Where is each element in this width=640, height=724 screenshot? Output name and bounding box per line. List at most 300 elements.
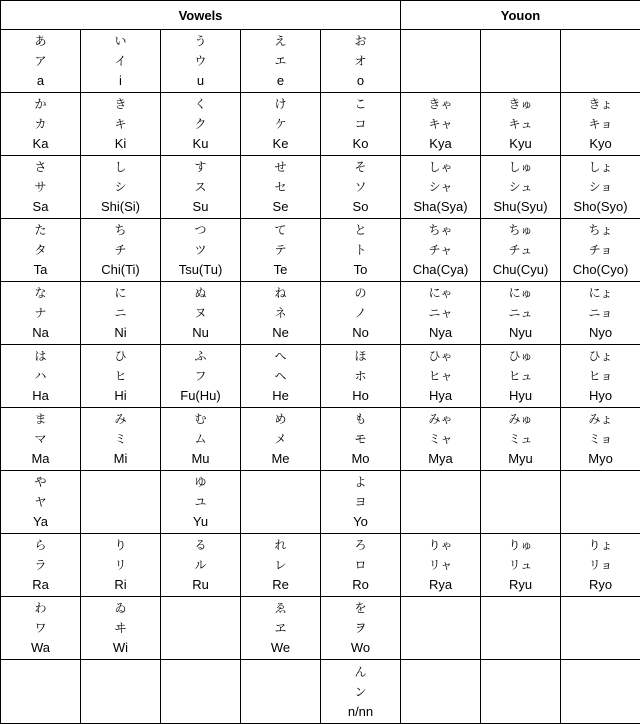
romaji: Ni bbox=[81, 323, 160, 343]
kana-cell bbox=[561, 156, 640, 219]
romaji: Yu bbox=[161, 512, 240, 532]
katakana: ヲ bbox=[321, 618, 400, 638]
romaji: a bbox=[1, 71, 80, 91]
hiragana: りゃ bbox=[401, 535, 480, 555]
katakana: コ bbox=[321, 114, 400, 134]
hiragana: め bbox=[241, 409, 320, 429]
empty-cell bbox=[81, 471, 161, 534]
kana-cell bbox=[241, 345, 321, 408]
romaji: Wi bbox=[81, 638, 160, 658]
romaji: Rya bbox=[401, 575, 480, 595]
romaji: Sa bbox=[1, 197, 80, 217]
hiragana: ちゃ bbox=[401, 220, 480, 240]
hiragana: りゅ bbox=[481, 535, 560, 555]
romaji: Fu(Hu) bbox=[161, 386, 240, 406]
kana-cell bbox=[241, 156, 321, 219]
katakana: モ bbox=[321, 429, 400, 449]
katakana: ニ bbox=[81, 303, 160, 323]
hiragana: さ bbox=[1, 157, 80, 177]
vowels-header: Vowels bbox=[1, 1, 401, 30]
hiragana: か bbox=[1, 94, 80, 114]
katakana: ワ bbox=[1, 618, 80, 638]
hiragana: み bbox=[81, 409, 160, 429]
hiragana: て bbox=[241, 220, 320, 240]
hiragana: ひゃ bbox=[401, 346, 480, 366]
hiragana: ら bbox=[1, 535, 80, 555]
katakana: ム bbox=[161, 429, 240, 449]
katakana: ロ bbox=[321, 555, 400, 575]
kana-cell bbox=[241, 219, 321, 282]
kana-cell bbox=[81, 93, 161, 156]
katakana: ヱ bbox=[241, 618, 320, 638]
hiragana: ゆ bbox=[161, 472, 240, 492]
kana-cell bbox=[1, 345, 81, 408]
hiragana: ひゅ bbox=[481, 346, 560, 366]
katakana: シ bbox=[81, 177, 160, 197]
table-row bbox=[1, 345, 640, 408]
empty-cell bbox=[401, 30, 481, 93]
katakana: ア bbox=[1, 51, 80, 71]
katakana: チャ bbox=[401, 240, 480, 260]
romaji: Ha bbox=[1, 386, 80, 406]
katakana: セ bbox=[241, 177, 320, 197]
kana-cell bbox=[1, 30, 81, 93]
romaji: Sha(Sya) bbox=[401, 197, 480, 217]
romaji: Yo bbox=[321, 512, 400, 532]
table-row bbox=[1, 219, 640, 282]
kana-cell bbox=[81, 597, 161, 660]
hiragana: う bbox=[161, 31, 240, 51]
table-row bbox=[1, 30, 640, 93]
hiragana: え bbox=[241, 31, 320, 51]
hiragana: お bbox=[321, 31, 400, 51]
romaji: e bbox=[241, 71, 320, 91]
hiragana: い bbox=[81, 31, 160, 51]
youon-header: Youon bbox=[401, 1, 640, 30]
romaji: Ru bbox=[161, 575, 240, 595]
table-row bbox=[1, 471, 640, 534]
kana-cell bbox=[401, 534, 481, 597]
romaji: Hyu bbox=[481, 386, 560, 406]
empty-cell bbox=[481, 30, 561, 93]
kana-cell bbox=[481, 345, 561, 408]
katakana: ニュ bbox=[481, 303, 560, 323]
romaji: Nya bbox=[401, 323, 480, 343]
kana-cell bbox=[81, 219, 161, 282]
katakana: シュ bbox=[481, 177, 560, 197]
katakana: キョ bbox=[561, 114, 640, 134]
romaji: Ro bbox=[321, 575, 400, 595]
romaji: Nyo bbox=[561, 323, 640, 343]
table-row bbox=[1, 156, 640, 219]
table-row bbox=[1, 93, 640, 156]
katakana: ミョ bbox=[561, 429, 640, 449]
empty-cell bbox=[241, 660, 321, 724]
katakana: リャ bbox=[401, 555, 480, 575]
hiragana: せ bbox=[241, 157, 320, 177]
empty-cell bbox=[561, 471, 640, 534]
katakana: リュ bbox=[481, 555, 560, 575]
hiragana: ちょ bbox=[561, 220, 640, 240]
hiragana: る bbox=[161, 535, 240, 555]
kana-cell bbox=[161, 471, 241, 534]
table-row bbox=[1, 660, 640, 724]
kana-cell bbox=[81, 408, 161, 471]
romaji: Te bbox=[241, 260, 320, 280]
romaji: Kyu bbox=[481, 134, 560, 154]
romaji: o bbox=[321, 71, 400, 91]
romaji: Ri bbox=[81, 575, 160, 595]
hiragana: よ bbox=[321, 472, 400, 492]
table-row bbox=[1, 597, 640, 660]
katakana: ク bbox=[161, 114, 240, 134]
romaji: Ryu bbox=[481, 575, 560, 595]
hiragana: わ bbox=[1, 598, 80, 618]
hiragana: ま bbox=[1, 409, 80, 429]
hiragana: ひょ bbox=[561, 346, 640, 366]
katakana: チュ bbox=[481, 240, 560, 260]
romaji: Ryo bbox=[561, 575, 640, 595]
romaji: i bbox=[81, 71, 160, 91]
hiragana: し bbox=[81, 157, 160, 177]
romaji: u bbox=[161, 71, 240, 91]
kana-cell bbox=[321, 30, 401, 93]
kana-cell bbox=[561, 219, 640, 282]
katakana: マ bbox=[1, 429, 80, 449]
hiragana: きょ bbox=[561, 94, 640, 114]
romaji: Na bbox=[1, 323, 80, 343]
katakana: エ bbox=[241, 51, 320, 71]
kana-cell bbox=[161, 219, 241, 282]
empty-cell bbox=[481, 660, 561, 724]
katakana: ヒャ bbox=[401, 366, 480, 386]
empty-cell bbox=[241, 471, 321, 534]
katakana: ル bbox=[161, 555, 240, 575]
hiragana: ちゅ bbox=[481, 220, 560, 240]
hiragana: ゑ bbox=[241, 598, 320, 618]
katakana: ニョ bbox=[561, 303, 640, 323]
kana-cell bbox=[1, 282, 81, 345]
kana-cell bbox=[1, 408, 81, 471]
kana-cell bbox=[321, 93, 401, 156]
hiragana: つ bbox=[161, 220, 240, 240]
katakana: ト bbox=[321, 240, 400, 260]
kana-cell bbox=[321, 282, 401, 345]
hiragana: す bbox=[161, 157, 240, 177]
katakana: イ bbox=[81, 51, 160, 71]
romaji: To bbox=[321, 260, 400, 280]
kana-cell bbox=[401, 345, 481, 408]
empty-cell bbox=[81, 660, 161, 724]
hiragana: ろ bbox=[321, 535, 400, 555]
katakana: テ bbox=[241, 240, 320, 260]
katakana: ユ bbox=[161, 492, 240, 512]
empty-cell bbox=[161, 660, 241, 724]
kana-cell bbox=[241, 30, 321, 93]
kana-cell bbox=[321, 597, 401, 660]
romaji: Ta bbox=[1, 260, 80, 280]
katakana: ヰ bbox=[81, 618, 160, 638]
hiragana: ち bbox=[81, 220, 160, 240]
katakana: リョ bbox=[561, 555, 640, 575]
kana-cell bbox=[161, 30, 241, 93]
kana-cell bbox=[81, 345, 161, 408]
romaji: So bbox=[321, 197, 400, 217]
empty-cell bbox=[561, 30, 640, 93]
hiragana: と bbox=[321, 220, 400, 240]
kana-cell bbox=[321, 156, 401, 219]
kana-cell bbox=[161, 534, 241, 597]
header-row bbox=[1, 1, 640, 30]
table-row bbox=[1, 282, 640, 345]
romaji: Mi bbox=[81, 449, 160, 469]
romaji: Wa bbox=[1, 638, 80, 658]
romaji: Hyo bbox=[561, 386, 640, 406]
katakana: ウ bbox=[161, 51, 240, 71]
romaji: Ki bbox=[81, 134, 160, 154]
katakana: ミャ bbox=[401, 429, 480, 449]
kana-cell bbox=[321, 219, 401, 282]
hiragana: け bbox=[241, 94, 320, 114]
empty-cell bbox=[481, 471, 561, 534]
romaji: Me bbox=[241, 449, 320, 469]
romaji: Nu bbox=[161, 323, 240, 343]
romaji: Se bbox=[241, 197, 320, 217]
katakana: キャ bbox=[401, 114, 480, 134]
kana-cell bbox=[401, 156, 481, 219]
kana-cell bbox=[161, 93, 241, 156]
katakana: ヨ bbox=[321, 492, 400, 512]
hiragana: にゅ bbox=[481, 283, 560, 303]
katakana: メ bbox=[241, 429, 320, 449]
romaji: Chi(Ti) bbox=[81, 260, 160, 280]
kana-cell bbox=[321, 345, 401, 408]
kana-cell bbox=[81, 534, 161, 597]
romaji: We bbox=[241, 638, 320, 658]
kana-cell bbox=[1, 471, 81, 534]
hiragana: にょ bbox=[561, 283, 640, 303]
katakana: ナ bbox=[1, 303, 80, 323]
hiragana: の bbox=[321, 283, 400, 303]
kana-cell bbox=[561, 345, 640, 408]
kana-cell bbox=[481, 534, 561, 597]
katakana: オ bbox=[321, 51, 400, 71]
hiragana: き bbox=[81, 94, 160, 114]
empty-cell bbox=[561, 660, 640, 724]
romaji: Wo bbox=[321, 638, 400, 658]
katakana: キ bbox=[81, 114, 160, 134]
katakana: タ bbox=[1, 240, 80, 260]
hiragana: しゅ bbox=[481, 157, 560, 177]
kana-cell bbox=[401, 93, 481, 156]
kana-cell bbox=[241, 93, 321, 156]
romaji: Re bbox=[241, 575, 320, 595]
kana-cell bbox=[561, 408, 640, 471]
katakana: リ bbox=[81, 555, 160, 575]
kana-cell bbox=[81, 282, 161, 345]
kana-cell bbox=[401, 219, 481, 282]
katakana: ハ bbox=[1, 366, 80, 386]
kana-cell bbox=[161, 408, 241, 471]
katakana: ネ bbox=[241, 303, 320, 323]
katakana: ヘ bbox=[241, 366, 320, 386]
romaji: Ho bbox=[321, 386, 400, 406]
kana-rows bbox=[1, 30, 640, 724]
romaji: Shu(Syu) bbox=[481, 197, 560, 217]
romaji: Su bbox=[161, 197, 240, 217]
romaji: Kyo bbox=[561, 134, 640, 154]
romaji: Ko bbox=[321, 134, 400, 154]
romaji: Ma bbox=[1, 449, 80, 469]
hiragana: や bbox=[1, 472, 80, 492]
katakana: ヤ bbox=[1, 492, 80, 512]
kana-cell bbox=[241, 534, 321, 597]
hiragana: きゅ bbox=[481, 94, 560, 114]
hiragana: ゐ bbox=[81, 598, 160, 618]
hiragana: り bbox=[81, 535, 160, 555]
hiragana: みゃ bbox=[401, 409, 480, 429]
hiragana: こ bbox=[321, 94, 400, 114]
hiragana: にゃ bbox=[401, 283, 480, 303]
table-row bbox=[1, 534, 640, 597]
katakana: ン bbox=[321, 682, 400, 702]
romaji: Nyu bbox=[481, 323, 560, 343]
hiragana: た bbox=[1, 220, 80, 240]
hiragana: ふ bbox=[161, 346, 240, 366]
katakana: ヒ bbox=[81, 366, 160, 386]
empty-cell bbox=[401, 660, 481, 724]
romaji: Hi bbox=[81, 386, 160, 406]
hiragana: む bbox=[161, 409, 240, 429]
katakana: ケ bbox=[241, 114, 320, 134]
empty-cell bbox=[481, 597, 561, 660]
hiragana: きゃ bbox=[401, 94, 480, 114]
empty-cell bbox=[161, 597, 241, 660]
hiragana: みょ bbox=[561, 409, 640, 429]
kana-cell bbox=[81, 30, 161, 93]
hiragana: しょ bbox=[561, 157, 640, 177]
katakana: ソ bbox=[321, 177, 400, 197]
romaji: He bbox=[241, 386, 320, 406]
katakana: ミ bbox=[81, 429, 160, 449]
kana-cell bbox=[561, 282, 640, 345]
table-row bbox=[1, 408, 640, 471]
kana-cell bbox=[561, 93, 640, 156]
kana-cell bbox=[481, 93, 561, 156]
kana-cell bbox=[321, 660, 401, 724]
hiragana: は bbox=[1, 346, 80, 366]
romaji: No bbox=[321, 323, 400, 343]
katakana: ノ bbox=[321, 303, 400, 323]
kana-cell bbox=[241, 408, 321, 471]
kana-cell bbox=[321, 408, 401, 471]
kana-cell bbox=[401, 282, 481, 345]
romaji: Sho(Syo) bbox=[561, 197, 640, 217]
hiragana: みゅ bbox=[481, 409, 560, 429]
katakana: チョ bbox=[561, 240, 640, 260]
katakana: フ bbox=[161, 366, 240, 386]
romaji: Tsu(Tu) bbox=[161, 260, 240, 280]
hiragana: に bbox=[81, 283, 160, 303]
kana-cell bbox=[161, 156, 241, 219]
kana-cell bbox=[1, 93, 81, 156]
romaji: Ka bbox=[1, 134, 80, 154]
kana-cell bbox=[321, 471, 401, 534]
romaji: Cho(Cyo) bbox=[561, 260, 640, 280]
kana-cell bbox=[81, 156, 161, 219]
kana-cell bbox=[481, 282, 561, 345]
kana-cell bbox=[161, 345, 241, 408]
romaji: Ke bbox=[241, 134, 320, 154]
kana-cell bbox=[1, 534, 81, 597]
hiragana: あ bbox=[1, 31, 80, 51]
katakana: カ bbox=[1, 114, 80, 134]
hiragana: ひ bbox=[81, 346, 160, 366]
hiragana: も bbox=[321, 409, 400, 429]
katakana: ヒュ bbox=[481, 366, 560, 386]
kana-cell bbox=[1, 156, 81, 219]
hiragana: を bbox=[321, 598, 400, 618]
romaji: Mya bbox=[401, 449, 480, 469]
katakana: サ bbox=[1, 177, 80, 197]
kana-cell bbox=[561, 534, 640, 597]
katakana: ヒョ bbox=[561, 366, 640, 386]
katakana: ヌ bbox=[161, 303, 240, 323]
katakana: ツ bbox=[161, 240, 240, 260]
kana-cell bbox=[481, 408, 561, 471]
hiragana: れ bbox=[241, 535, 320, 555]
kana-cell bbox=[241, 597, 321, 660]
hiragana: ほ bbox=[321, 346, 400, 366]
hiragana: へ bbox=[241, 346, 320, 366]
empty-cell bbox=[561, 597, 640, 660]
kana-cell bbox=[481, 219, 561, 282]
katakana: ラ bbox=[1, 555, 80, 575]
kana-cell bbox=[161, 282, 241, 345]
hiragana: しゃ bbox=[401, 157, 480, 177]
romaji: Mu bbox=[161, 449, 240, 469]
romaji: Ne bbox=[241, 323, 320, 343]
kana-cell bbox=[1, 219, 81, 282]
kana-cell bbox=[241, 282, 321, 345]
romaji: Cha(Cya) bbox=[401, 260, 480, 280]
katakana: ニャ bbox=[401, 303, 480, 323]
romaji: Mo bbox=[321, 449, 400, 469]
romaji: Shi(Si) bbox=[81, 197, 160, 217]
kana-cell bbox=[321, 534, 401, 597]
romaji: Ra bbox=[1, 575, 80, 595]
katakana: シャ bbox=[401, 177, 480, 197]
kana-cell bbox=[1, 597, 81, 660]
hiragana: ん bbox=[321, 662, 400, 682]
katakana: ショ bbox=[561, 177, 640, 197]
hiragana: ね bbox=[241, 283, 320, 303]
empty-cell bbox=[401, 597, 481, 660]
katakana: チ bbox=[81, 240, 160, 260]
romaji: Ya bbox=[1, 512, 80, 532]
romaji: Myo bbox=[561, 449, 640, 469]
hiragana: りょ bbox=[561, 535, 640, 555]
romaji: Kya bbox=[401, 134, 480, 154]
hiragana: ぬ bbox=[161, 283, 240, 303]
katakana: キュ bbox=[481, 114, 560, 134]
katakana: ス bbox=[161, 177, 240, 197]
empty-cell bbox=[1, 660, 81, 724]
romaji: Hya bbox=[401, 386, 480, 406]
hiragana: な bbox=[1, 283, 80, 303]
kana-cell bbox=[401, 408, 481, 471]
romaji: Myu bbox=[481, 449, 560, 469]
